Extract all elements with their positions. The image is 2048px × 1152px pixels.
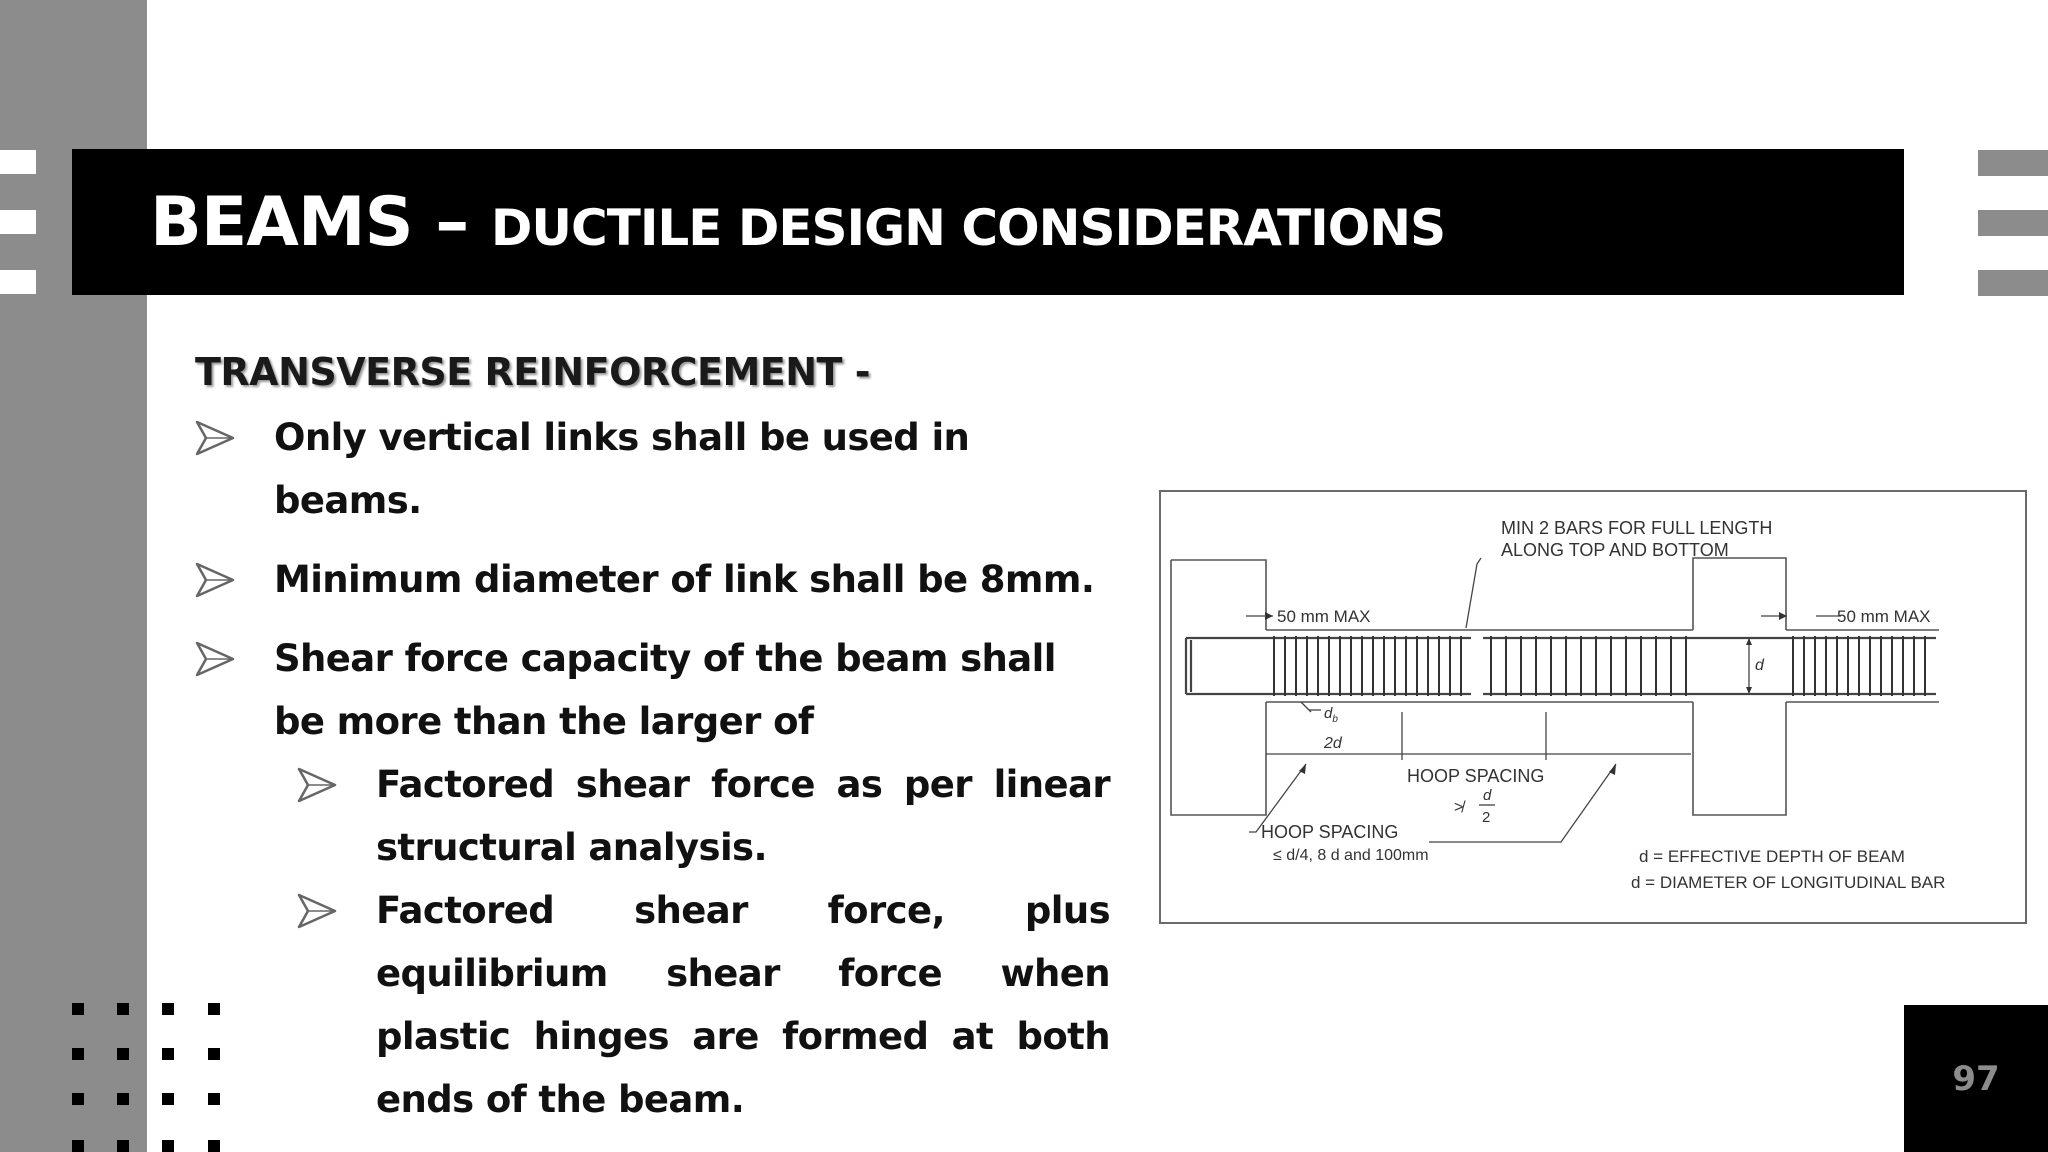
sub-bullet-item: [195, 879, 1110, 1131]
arrowhead-bullet-icon: [297, 765, 337, 805]
sub-bullet-text: Factored shear force as per linear structural analysis.: [376, 763, 1110, 869]
bullet-text: Shear force capacity of the beam shall be more than the larger of: [274, 637, 1056, 743]
arrowhead-bullet-icon: [297, 891, 337, 931]
beam-reinforcement-diagram: [1161, 492, 2025, 922]
arrowhead-bullet-icon: [195, 639, 235, 679]
left-stripes-decoration: [0, 150, 36, 296]
bullet-text: Only vertical links shall be used in beams.: [274, 416, 970, 522]
label-50mm-left: 50 mm MAX: [1277, 607, 1371, 626]
title-main: BEAMS: [150, 182, 413, 262]
arrowhead-bullet-icon: [195, 560, 235, 600]
bullet-item: [195, 627, 1110, 753]
label-2d: 2d: [1324, 735, 1342, 752]
title-sub: DUCTILE DESIGN CONSIDERATIONS: [490, 198, 1446, 257]
label-db: $d_b$: [1324, 705, 1338, 725]
label-legend-d: d = EFFECTIVE DEPTH OF BEAM: [1639, 847, 1905, 866]
slide-title: [150, 183, 1445, 262]
label-min-bars-line1: MIN 2 BARS FOR FULL LENGTH: [1501, 518, 1773, 538]
page-number: 97: [1952, 1058, 2000, 1099]
label-frac-den: 2: [1482, 809, 1491, 826]
content-area: [195, 350, 1110, 1131]
label-d: d: [1755, 657, 1764, 674]
dot-grid-decoration: [72, 1003, 232, 1152]
beam-detail-figure: [1159, 490, 2027, 924]
title-separator: –: [412, 182, 491, 262]
label-hoop-limit: ≤ d/4, 8 d and 100mm: [1273, 847, 1429, 864]
page-number-box: [1904, 1005, 2048, 1152]
sub-bullet-item: [195, 753, 1110, 879]
label-min-bars-line2: ALONG TOP AND BOTTOM: [1501, 540, 1729, 560]
label-50mm-right: 50 mm MAX: [1837, 607, 1931, 626]
bullet-item: [195, 406, 1110, 532]
bullet-text: Minimum diameter of link shall be 8mm.: [274, 558, 1095, 601]
arrowhead-bullet-icon: [195, 418, 235, 458]
bullet-item: [195, 548, 1110, 611]
label-legend-db: d = DIAMETER OF LONGITUDINAL BAR: [1631, 873, 1946, 892]
subheading: TRANSVERSE REINFORCEMENT -: [195, 350, 870, 394]
sub-bullet-text: Factored shear force, plus equilibrium shear force when plastic hinges are formed at both ends of the beam.: [376, 889, 1110, 1121]
right-stripes-decoration: [1978, 150, 2048, 296]
label-frac-num: d: [1483, 787, 1492, 804]
label-hoop-spacing-mid: HOOP SPACING: [1407, 766, 1545, 786]
label-hoop-spacing-left: HOOP SPACING: [1261, 822, 1399, 842]
label-not-greater-than: ≯: [1454, 799, 1464, 816]
title-bar: [72, 149, 1904, 295]
